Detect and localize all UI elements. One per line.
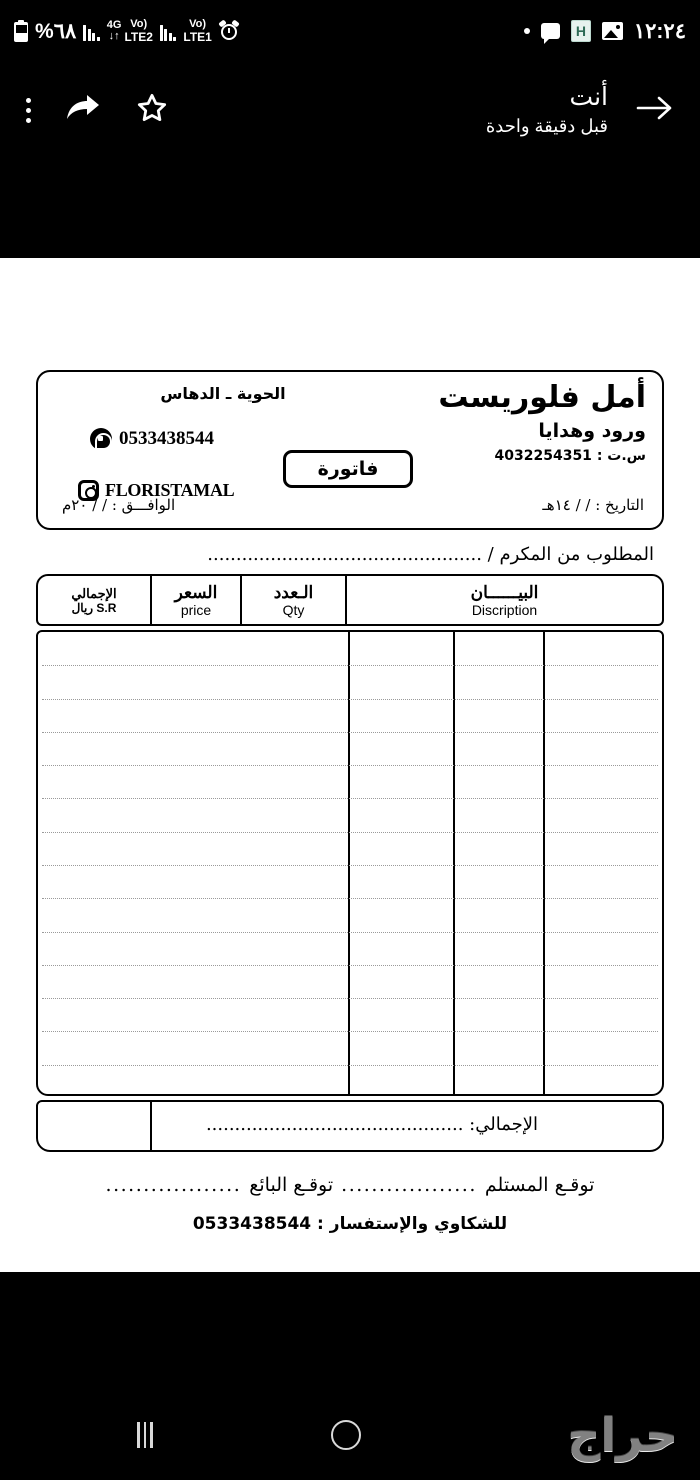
recipient-dots: ................................................ [207, 544, 482, 565]
home-icon[interactable] [331, 1420, 361, 1450]
network-indicator-lte2 [107, 19, 153, 43]
signal-bars-icon [83, 22, 100, 41]
table-row-line [42, 699, 658, 700]
message-bubble-icon [541, 23, 560, 39]
column-divider-qty [348, 632, 350, 1094]
sent-timestamp: قبل دقيقة واحدة [485, 116, 608, 137]
column-header-qty-en: Qty [282, 601, 305, 618]
column-header-price-ar: السعر [174, 582, 218, 603]
column-header-total-en: S.R ريال [71, 600, 117, 615]
table-row-line [42, 732, 658, 733]
invoice-document [36, 370, 664, 1234]
star-icon[interactable] [135, 92, 169, 129]
shop-address: الحوية ـ الدهاس [160, 384, 286, 403]
photo-viewer-image[interactable] [0, 258, 700, 1272]
cr-number: 4032254351 [494, 448, 592, 464]
total-dots: ............................................. [205, 1114, 464, 1135]
table-row-line [42, 1065, 658, 1066]
instagram-handle: FLORISTAMAL [105, 480, 235, 500]
whatsapp-icon [90, 428, 112, 450]
column-header-description-ar: البيــــــان [470, 582, 539, 603]
column-header-total-ar: الإجمالي [71, 586, 117, 602]
gallery-icon [602, 22, 623, 40]
status-bar-left [14, 19, 239, 44]
lte1-label: LTE1 [183, 30, 212, 44]
battery-icon [14, 20, 28, 42]
data-arrows-icon: ↓↑ [108, 30, 120, 42]
cr-line [438, 448, 646, 464]
seller-signature-dots: .................. [105, 1174, 242, 1196]
hijri-date-line: التاريخ : / / ١٤هـ [542, 496, 644, 514]
whatsapp-contact [90, 428, 214, 450]
total-label-group [52, 1114, 538, 1135]
column-header-price [150, 576, 240, 624]
cr-label: س.ت : [596, 448, 646, 464]
signal-bars-2-icon [160, 22, 177, 41]
column-header-price-en: price [180, 601, 212, 618]
invoice-total-row [36, 1100, 664, 1152]
network-indicator-lte1 [183, 19, 211, 43]
network-tech-label: 4G [106, 19, 122, 31]
whatsapp-number: 0533438544 [119, 428, 214, 449]
recipient-line [36, 544, 664, 574]
app-bar-actions [0, 92, 169, 129]
invoice-badge: فاتورة [283, 450, 413, 488]
table-row-line [42, 798, 658, 799]
gregorian-date-line: الوافـــق : / / ٢٠م [62, 496, 176, 514]
brand-name: أمل فلوريست [438, 380, 646, 415]
status-clock: ١٢:٢٤ [633, 19, 686, 43]
app-bar-title-block [486, 82, 624, 138]
column-header-qty [240, 576, 345, 624]
receiver-signature-dots: .................. [341, 1174, 477, 1196]
recipient-label: المطلوب من المكرم / [487, 544, 654, 565]
table-row-line [42, 1031, 658, 1032]
brand-subtitle: ورود وهدايا [538, 420, 646, 442]
table-row-line [42, 998, 658, 999]
table-row-line [42, 665, 658, 666]
column-header-qty-ar: الـعدد [273, 582, 314, 603]
brand-block [438, 380, 646, 464]
seller-signature-label: توقـع البائع [249, 1174, 334, 1196]
status-bar-right [524, 19, 686, 44]
navigation-bar [0, 1390, 700, 1480]
column-header-total [38, 576, 150, 624]
table-row-line [42, 898, 658, 899]
signature-row [36, 1174, 664, 1196]
sender-name: أنت [569, 83, 608, 112]
column-divider-total [543, 632, 545, 1094]
items-table-body[interactable] [36, 630, 664, 1096]
recent-apps-icon[interactable] [137, 1422, 153, 1448]
volte-label-2: Vo) [189, 18, 207, 30]
dot-indicator-icon [524, 28, 530, 34]
total-label: الإجمالي: [469, 1114, 538, 1135]
column-divider-price [453, 632, 455, 1094]
app-bar [0, 62, 700, 158]
receiver-signature-label: توقـع المستلم [484, 1174, 595, 1196]
items-table-header [36, 574, 664, 626]
next-button[interactable] [624, 94, 700, 127]
forward-icon[interactable] [65, 93, 101, 128]
battery-percent: %٦٨ [35, 19, 77, 43]
h-app-icon: H [571, 20, 591, 42]
table-row-line [42, 765, 658, 766]
overflow-menu-icon[interactable] [26, 98, 31, 123]
volte-label-1: Vo) [130, 18, 148, 30]
status-bar [0, 0, 700, 62]
table-row-line [42, 932, 658, 933]
column-header-description [345, 576, 662, 624]
date-lines [38, 496, 662, 522]
invoice-header-box [36, 370, 664, 530]
haraj-watermark: حراج [567, 1408, 678, 1462]
lte2-label: LTE2 [124, 30, 153, 44]
table-row-line [42, 865, 658, 866]
column-header-description-en: Discription [471, 601, 538, 618]
alarm-icon [219, 21, 239, 41]
table-row-line [42, 832, 658, 833]
complaints-line: للشكاوي والإستفسار : 0533438544 [192, 1214, 508, 1234]
table-row-line [42, 965, 658, 966]
